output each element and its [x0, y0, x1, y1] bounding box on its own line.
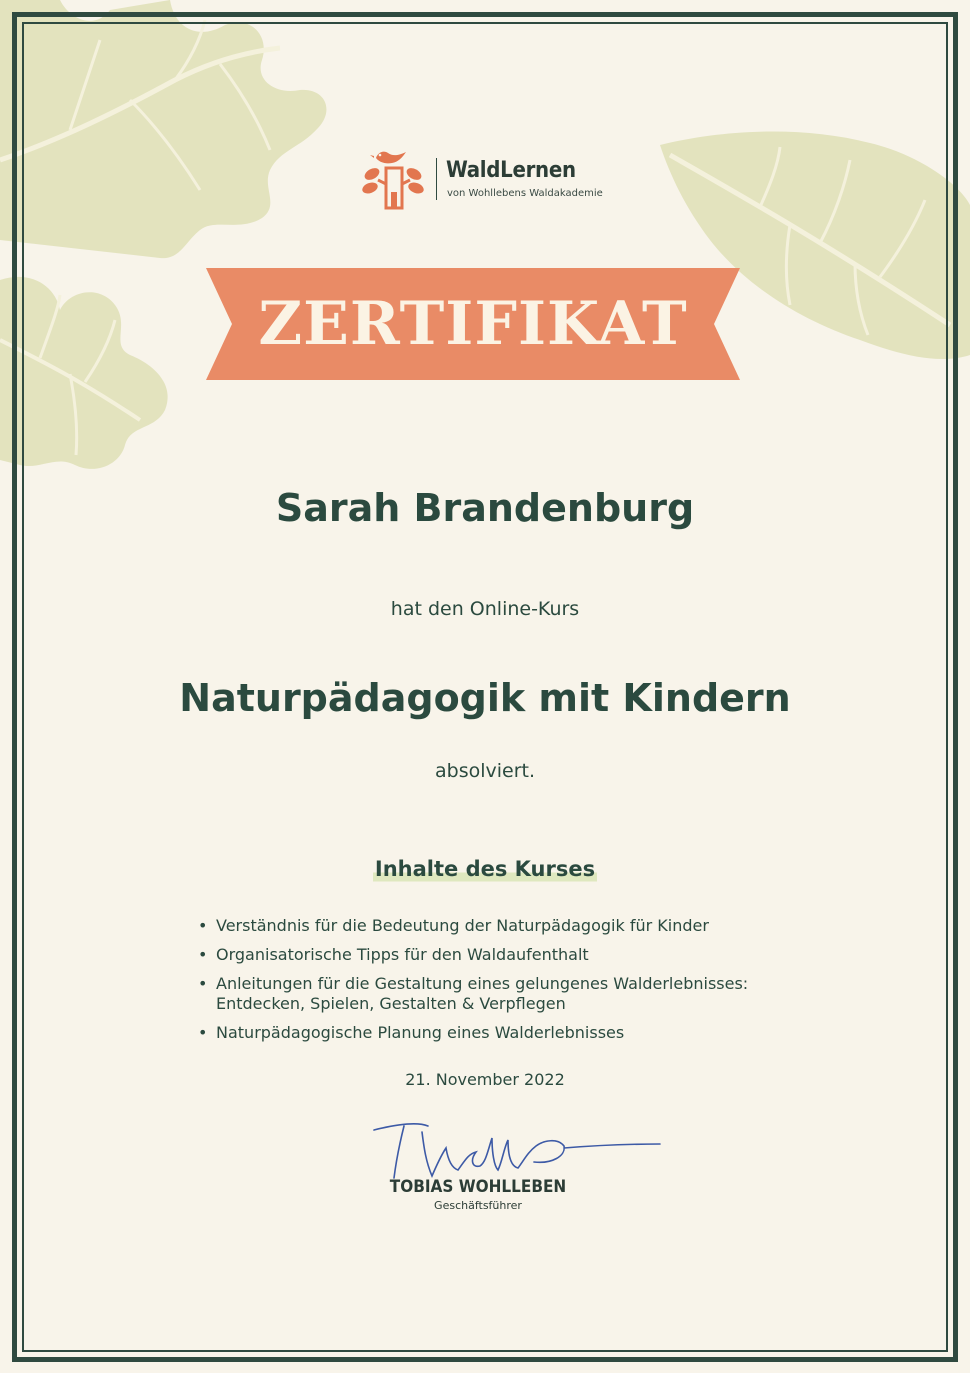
signer-name: TOBIAS WOHLLEBEN [389, 1177, 567, 1197]
waldlernen-logo [362, 144, 612, 214]
logo-tagline: von Wohllebens Waldakademie [447, 188, 603, 199]
course-contents-list [196, 916, 816, 1052]
logo-divider [436, 158, 437, 200]
intro-text: hat den Online-Kurs [390, 598, 580, 620]
bullet-icon: • [198, 974, 208, 993]
list-item-text: Anleitungen für die Gestaltung eines gelungenes Walderlebnisses: Entdecken, Spielen, Gestalten & Verpflegen [216, 974, 749, 1013]
list-item-text: Organisatorische Tipps für den Waldaufenthalt [216, 945, 589, 964]
list-item [196, 916, 816, 936]
bullet-icon: • [198, 945, 208, 964]
list-item [196, 945, 816, 965]
list-item-text: Naturpädagogische Planung eines Walderlebnisses [216, 1023, 625, 1042]
bullet-icon: • [198, 1023, 208, 1042]
completion-text: absolviert. [434, 760, 536, 782]
course-contents-heading: Inhalte des Kurses [373, 854, 597, 884]
certificate-title: ZERTIFIKAT [258, 289, 688, 359]
list-item-text: Verständnis für die Bedeutung der Naturpädagogik für Kinder [216, 916, 709, 935]
bird-on-tree-icon [362, 144, 426, 210]
logo-name: WaldLernen [446, 158, 576, 183]
signer-role: Geschäftsführer [434, 1199, 522, 1212]
course-title: Naturpädagogik mit Kindern [179, 676, 791, 720]
issue-date: 21. November 2022 [405, 1070, 565, 1089]
list-item [196, 1023, 816, 1043]
course-contents-heading-wrap [0, 854, 970, 884]
list-item [196, 974, 816, 1014]
bullet-icon: • [198, 916, 208, 935]
recipient-name: Sarah Brandenburg [275, 486, 695, 530]
